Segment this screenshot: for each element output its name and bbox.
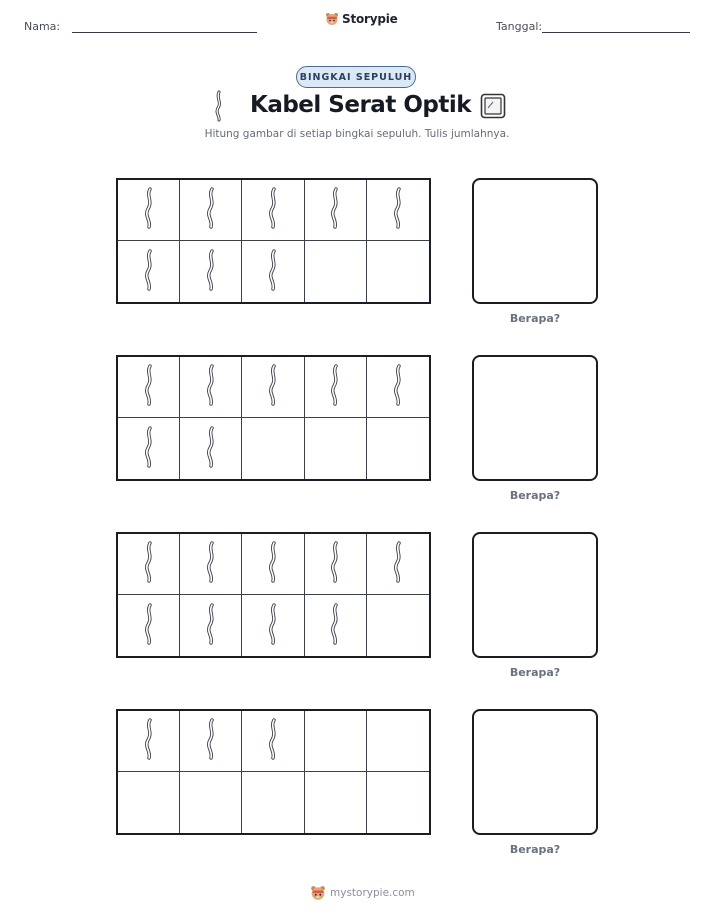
ten-frame-cell bbox=[367, 772, 429, 833]
ten-frame-cell bbox=[242, 418, 304, 479]
fiber-cable-icon bbox=[142, 540, 156, 588]
answer-box-4[interactable] bbox=[472, 709, 598, 835]
fiber-cable-icon bbox=[328, 186, 342, 234]
ten-frame-cell bbox=[242, 180, 304, 241]
fiber-cable-icon bbox=[266, 717, 280, 765]
fiber-cable-icon bbox=[204, 363, 218, 411]
ten-frame-cell bbox=[118, 711, 180, 772]
fiber-cable-icon bbox=[328, 540, 342, 588]
ten-frame-cell bbox=[367, 534, 429, 595]
ten-frame-cell bbox=[180, 711, 242, 772]
ten-frame-cell bbox=[242, 772, 304, 833]
fiber-cable-icon bbox=[266, 540, 280, 588]
fiber-cable-icon bbox=[204, 248, 218, 296]
ten-frame-cell bbox=[242, 357, 304, 418]
ten-frame-1 bbox=[116, 178, 431, 304]
answer-box-2[interactable] bbox=[472, 355, 598, 481]
fiber-cable-icon bbox=[204, 540, 218, 588]
ten-frame-cell bbox=[180, 534, 242, 595]
answer-box-3[interactable] bbox=[472, 532, 598, 658]
fiber-cable-icon bbox=[204, 602, 218, 650]
answer-box-1[interactable] bbox=[472, 178, 598, 304]
fiber-cable-icon bbox=[212, 90, 226, 122]
answer-label-3: Berapa? bbox=[509, 666, 561, 679]
ten-frame-cell bbox=[242, 534, 304, 595]
ten-frame-cell bbox=[242, 711, 304, 772]
ten-frame-cell bbox=[118, 418, 180, 479]
footer-url[interactable]: mystorypie.com bbox=[330, 887, 415, 899]
tablet-icon bbox=[480, 93, 506, 119]
fiber-cable-icon bbox=[142, 186, 156, 234]
ten-frame-cell bbox=[367, 241, 429, 302]
ten-frame-cell bbox=[305, 418, 367, 479]
ten-frame-cell bbox=[180, 241, 242, 302]
ten-frame-4 bbox=[116, 709, 431, 835]
ten-frame-cell bbox=[305, 241, 367, 302]
ten-frame-cell bbox=[305, 534, 367, 595]
ten-frame-cell bbox=[305, 772, 367, 833]
ten-frame-3 bbox=[116, 532, 431, 658]
fiber-cable-icon bbox=[391, 540, 405, 588]
ten-frame-cell bbox=[118, 772, 180, 833]
ten-frame-cell bbox=[367, 595, 429, 656]
fiber-cable-icon bbox=[391, 363, 405, 411]
date-line[interactable] bbox=[542, 32, 690, 33]
ten-frame-2 bbox=[116, 355, 431, 481]
answer-label-1: Berapa? bbox=[509, 312, 561, 325]
ten-frame-cell bbox=[367, 418, 429, 479]
ten-frame-cell bbox=[367, 180, 429, 241]
brand-name: Storypie bbox=[342, 12, 398, 26]
answer-label-2: Berapa? bbox=[509, 489, 561, 502]
ten-frame-cell bbox=[305, 711, 367, 772]
ten-frame-cell bbox=[180, 595, 242, 656]
ten-frame-cell bbox=[180, 180, 242, 241]
ten-frame-cell bbox=[118, 357, 180, 418]
ten-frame-cell bbox=[367, 711, 429, 772]
name-label: Nama: bbox=[24, 20, 61, 33]
bear-mascot-icon bbox=[325, 12, 339, 26]
answer-label-4: Berapa? bbox=[509, 843, 561, 856]
date-label: Tanggal: bbox=[496, 20, 543, 33]
fiber-cable-icon bbox=[391, 186, 405, 234]
ten-frame-cell bbox=[367, 357, 429, 418]
fiber-cable-icon bbox=[266, 186, 280, 234]
ten-frame-cell bbox=[118, 595, 180, 656]
fiber-cable-icon bbox=[142, 363, 156, 411]
title-row bbox=[0, 90, 714, 126]
instructions: Hitung gambar di setiap bingkai sepuluh. Tulis jumlahnya. bbox=[204, 128, 510, 140]
fiber-cable-icon bbox=[142, 248, 156, 296]
ten-frame-cell bbox=[118, 180, 180, 241]
fiber-cable-icon bbox=[266, 248, 280, 296]
page-title: Kabel Serat Optik bbox=[250, 92, 472, 118]
fiber-cable-icon bbox=[328, 602, 342, 650]
fiber-cable-icon bbox=[266, 602, 280, 650]
ten-frame-cell bbox=[242, 241, 304, 302]
fiber-cable-icon bbox=[204, 186, 218, 234]
ten-frame-cell bbox=[305, 595, 367, 656]
name-line[interactable] bbox=[72, 32, 257, 33]
brand-logo bbox=[325, 12, 398, 26]
fiber-cable-icon bbox=[142, 602, 156, 650]
category-badge: BINGKAI SEPULUH bbox=[296, 66, 416, 88]
footer bbox=[310, 885, 415, 901]
ten-frame-cell bbox=[118, 241, 180, 302]
fiber-cable-icon bbox=[142, 425, 156, 473]
fiber-cable-icon bbox=[142, 717, 156, 765]
ten-frame-cell bbox=[180, 772, 242, 833]
fiber-cable-icon bbox=[204, 425, 218, 473]
ten-frame-cell bbox=[180, 418, 242, 479]
fiber-cable-icon bbox=[266, 363, 280, 411]
fiber-cable-icon bbox=[204, 717, 218, 765]
bear-mascot-icon bbox=[310, 885, 326, 901]
ten-frame-cell bbox=[118, 534, 180, 595]
ten-frame-cell bbox=[242, 595, 304, 656]
fiber-cable-icon bbox=[328, 363, 342, 411]
ten-frame-cell bbox=[180, 357, 242, 418]
ten-frame-cell bbox=[305, 180, 367, 241]
ten-frame-cell bbox=[305, 357, 367, 418]
